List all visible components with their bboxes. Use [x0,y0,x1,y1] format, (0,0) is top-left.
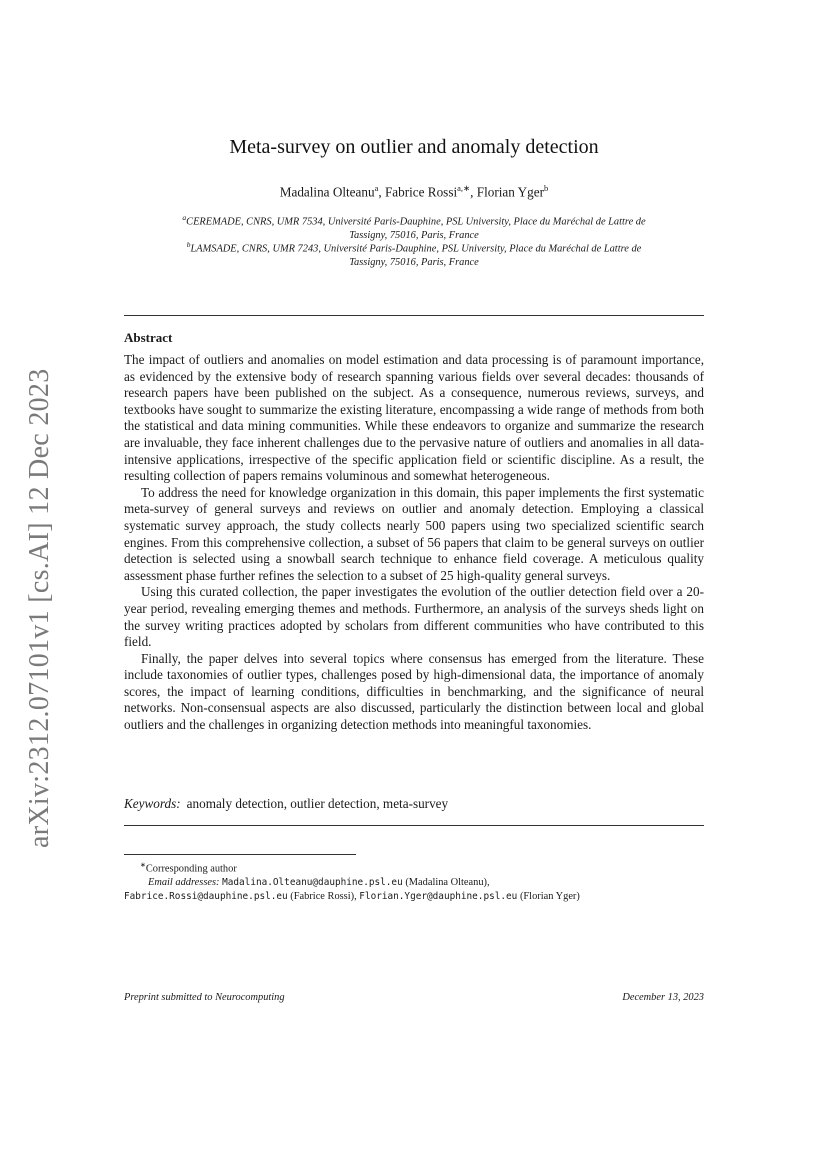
abstract-body [124,352,704,734]
divider [124,825,704,826]
email-owner: (Florian Yger) [519,891,580,903]
email-owner: (Fabrice Rossi), [290,891,357,903]
affiliation-line: Tassigny, 75016, Paris, France [349,230,479,242]
abstract-heading: Abstract [124,330,173,345]
email-link[interactable]: Madalina.Olteanu@dauphine.psl.eu [222,877,403,889]
footer-date: December 13, 2023 [622,992,704,1003]
author-list: Madalina Olteanu$^a$, Fabrice Rossi$^{a,∗}$, Florian Yger$^b$ [279,183,549,200]
author-name: Florian Yger [476,184,545,200]
affiliation [124,238,704,270]
abstract-paragraph: Using this curated collection, the paper investigates the evolution of the outlier detection field over a 20-year period, revealing emerging themes and methods. Furthermore, an analysis of the surveys sheds light on the survey writing practices adopted by scholars from different communities who have contributed to this field. [124,584,704,650]
keywords-label: Keywords: [124,796,181,811]
arxiv-identifier: arXiv:2312.07101v1 [cs.AI] 12 Dec 2023 [24,368,55,848]
affiliation-line: LAMSADE, CNRS, UMR 7243, Université Paris-Dauphine, PSL University, Place du Maréchal de Lattre de [190,243,642,255]
affiliation-line: Tassigny, 75016, Paris, France [349,257,479,269]
abstract-paragraph: The impact of outliers and anomalies on model estimation and data processing is of paramount importance, as evidenced by the extensive body of research spanning various fields over several decades: thousands of research papers have been published on the subject. As a consequence, numerous reviews, surveys, and textbooks have sought to summarize the existing literature, encompassing a wide range of methods from both the statistical and data mining communities. While these endeavors to organize and summarize the research are invaluable, they face inherent challenges due to the pervasive nature of outliers and anomalies in all data-intensive applications, irrespective of the specific application field or scientific discipline. As a result, the resulting collection of papers remains voluminous and somewhat heterogeneous. [124,352,704,484]
abstract-paragraph: Finally, the paper delves into several topics where consensus has emerged from the literature. These include taxonomies of outlier types, challenges posed by high-dimensional data, the importance of anomaly scores, the impact of learning conditions, difficulties in benchmarking, and the significance of neural networks. Non-consensual aspects are also discussed, particularly the distinction between local and global outliers and the challenges in organizing detection methods into meaningful taxonomies. [124,650,704,733]
author-affiliation-mark: a [374,183,379,193]
affiliation-line: CEREMADE, CNRS, UMR 7534, Université Paris-Dauphine, PSL University, Place du Maréchal de Lattre de [186,216,646,228]
footnote-divider [124,854,356,855]
email-link[interactable]: Florian.Yger@dauphine.psl.eu [359,891,518,903]
affiliation-mark: a [182,213,187,222]
author-affiliation-mark: a,∗ [457,183,471,193]
keywords [124,796,704,812]
footnote-emails [124,890,704,904]
author-name: Madalina Olteanu [279,184,375,200]
author-name: Fabrice Rossi [384,184,458,200]
divider [124,315,704,316]
footnote-text: Corresponding author [145,863,237,875]
footnote-corresponding [124,858,704,876]
paper-title: Meta-survey on outlier and anomaly detection [229,136,599,158]
email-label: Email addresses: [148,877,220,889]
affiliation-mark: b [186,240,191,249]
footnotes [124,858,704,904]
abstract-paragraph: To address the need for knowledge organization in this domain, this paper implements the first systematic meta-survey of general surveys and reviews on outlier and anomaly detection. Employing a classical systematic survey approach, the study collects nearly 500 papers using two specialized scientific search engines. From this comprehensive collection, a subset of 56 papers that claim to be general surveys on outlier detection is selected using a snowball search technique to enhance field coverage. A meticulous quality assessment phase further refines the selection to a subset of 25 high-quality general surveys. [124,484,704,583]
author-affiliation-mark: b [544,183,549,193]
email-owner: (Madalina Olteanu), [405,877,490,889]
footnote-mark: ∗ [140,861,146,869]
keywords-list: anomaly detection, outlier detection, meta-survey [186,796,449,811]
footer-preprint-note: Preprint submitted to Neurocomputing [124,992,285,1003]
email-link[interactable]: Fabrice.Rossi@dauphine.psl.eu [124,891,288,903]
footnote-emails [124,876,704,890]
